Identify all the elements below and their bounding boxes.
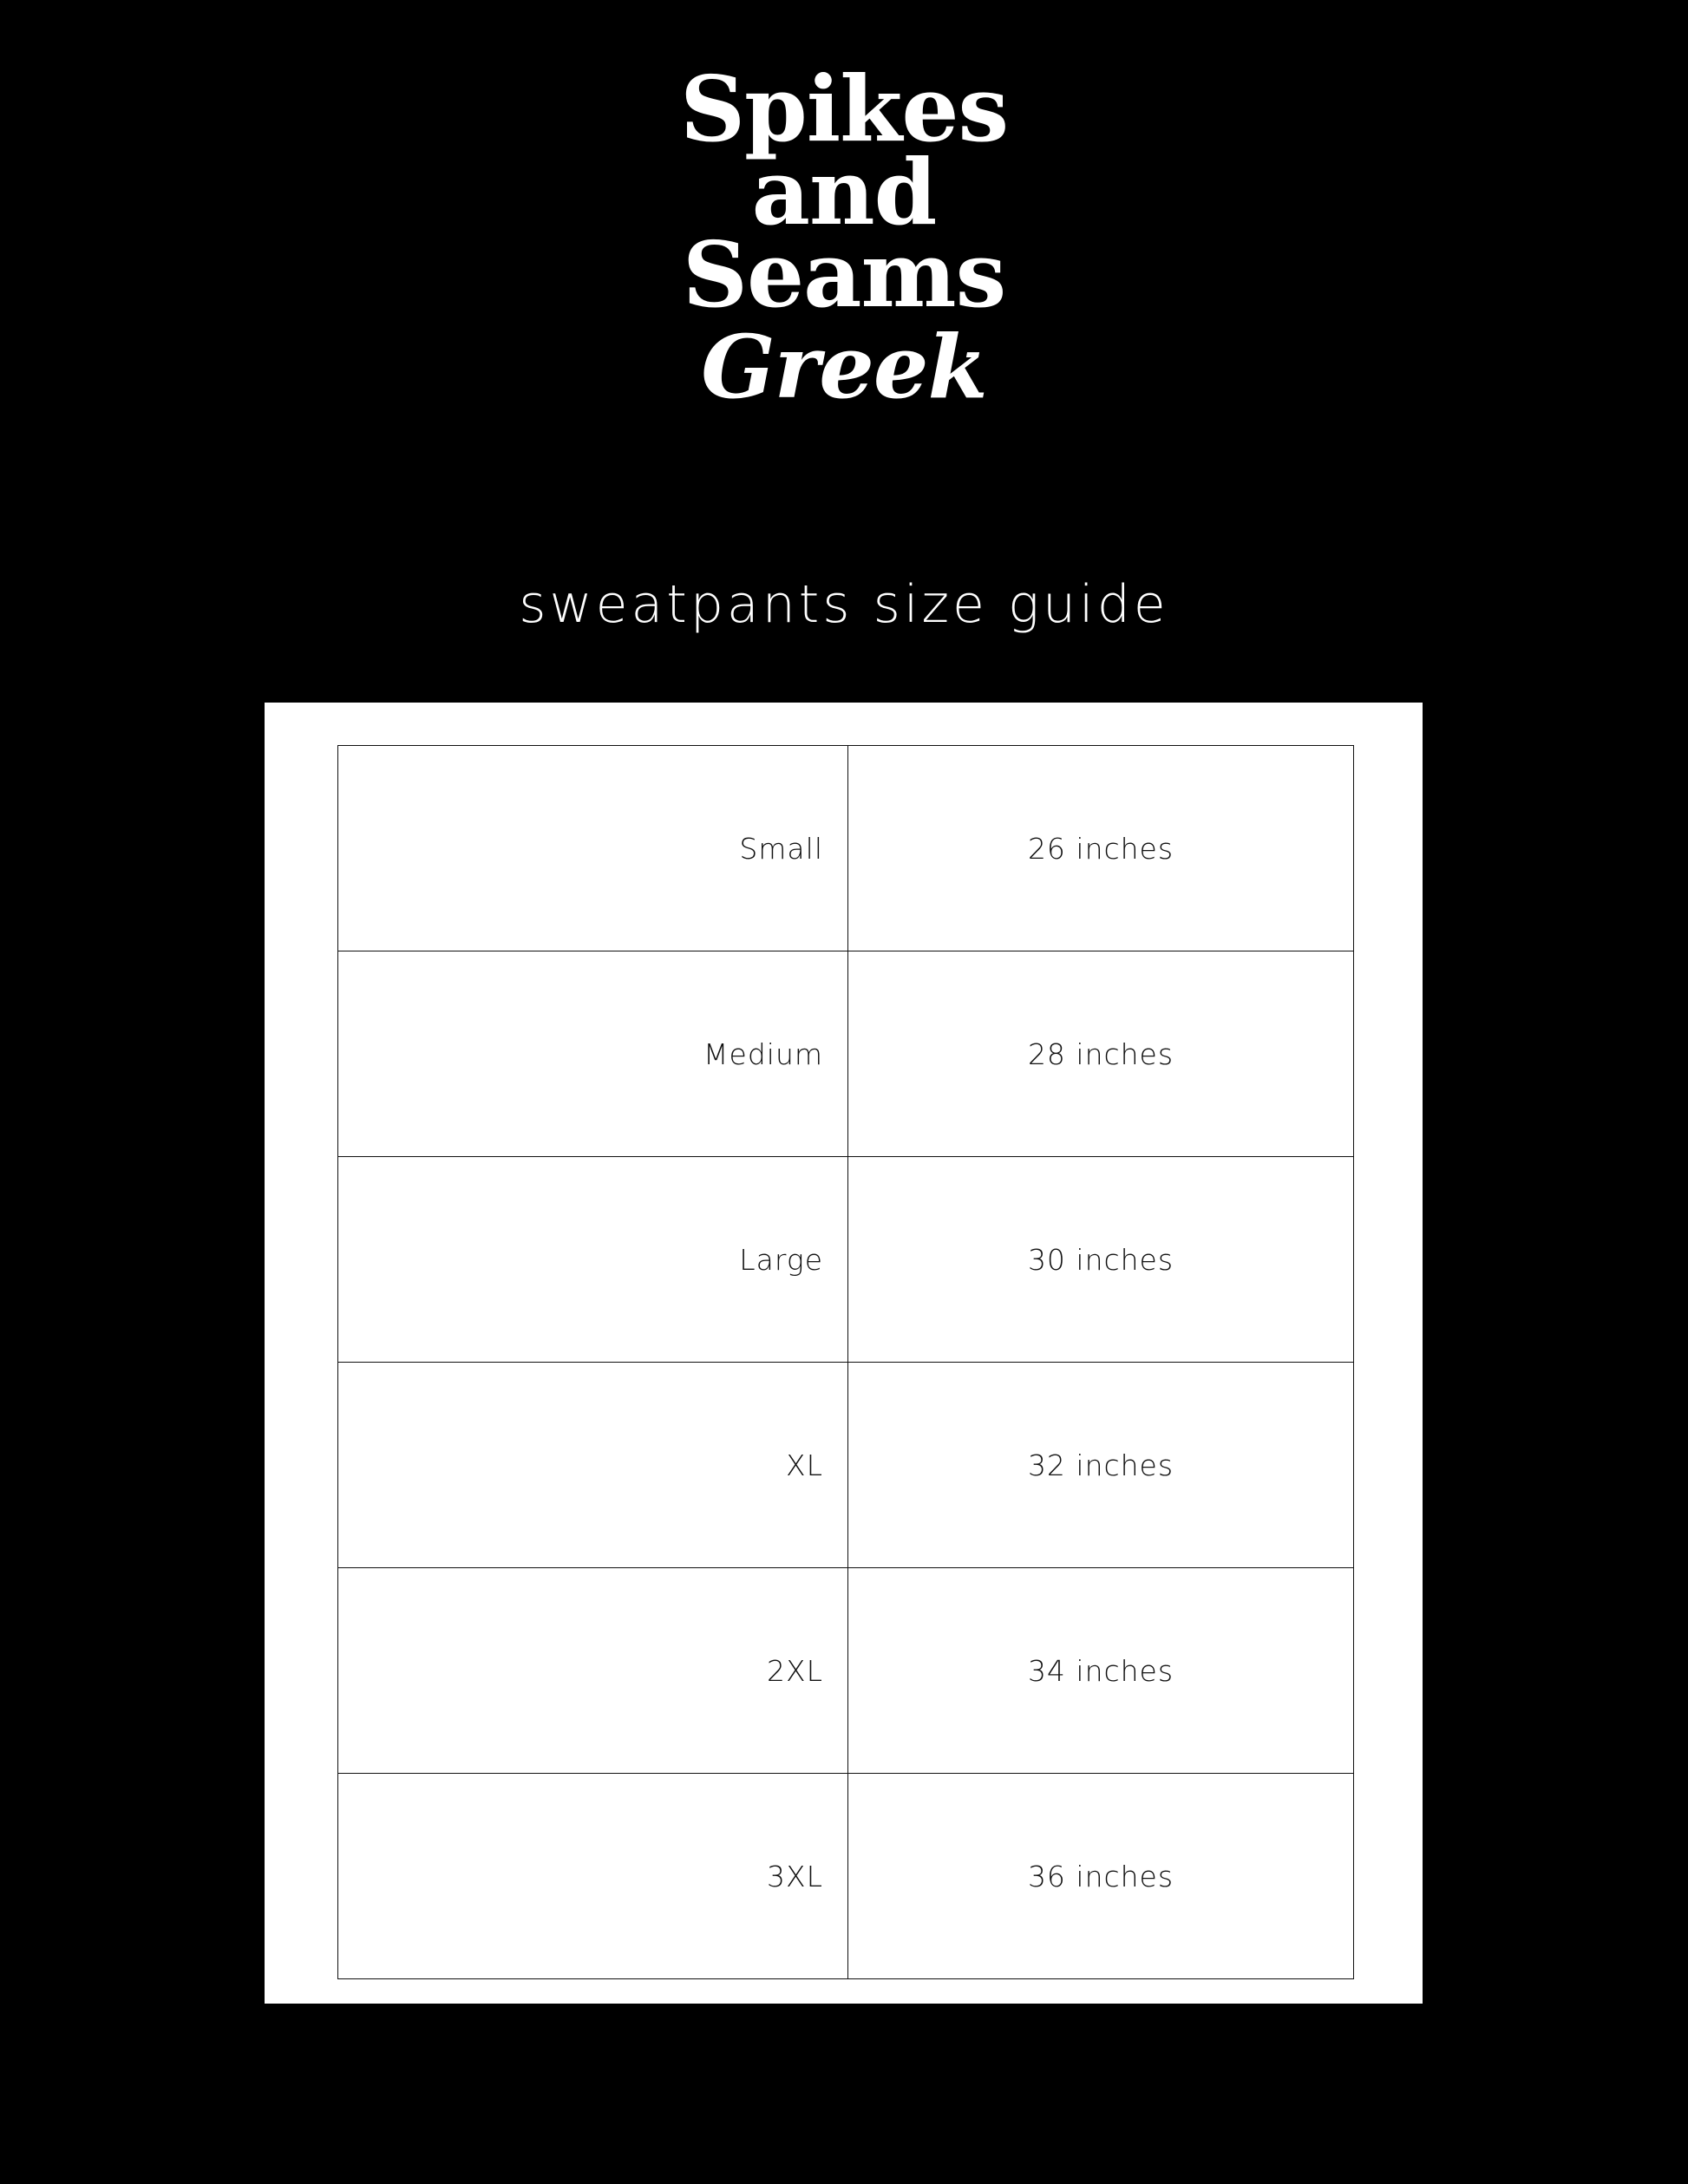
table-row: [338, 1363, 1354, 1568]
table-row: [338, 746, 1354, 951]
size-measurement: 26 inches: [848, 746, 1354, 951]
size-label: 2XL: [338, 1568, 848, 1774]
table-row: [338, 1157, 1354, 1363]
brand-line-4: Greek: [701, 316, 987, 419]
size-chart-card: [265, 703, 1423, 2004]
brand-line-2: and: [751, 138, 937, 245]
size-measurement: 28 inches: [848, 951, 1354, 1157]
size-measurement: 36 inches: [848, 1774, 1354, 1979]
size-table: [337, 745, 1354, 1979]
brand-line-1: Spikes: [679, 56, 1009, 162]
table-row: [338, 1568, 1354, 1774]
size-measurement: 30 inches: [848, 1157, 1354, 1363]
table-row: [338, 951, 1354, 1157]
brand-line-3: Seams: [682, 221, 1006, 329]
size-label: Large: [338, 1157, 848, 1363]
page-title: sweatpants size guide: [519, 574, 1169, 635]
size-table-body: [338, 746, 1354, 1979]
size-measurement: 34 inches: [848, 1568, 1354, 1774]
size-label: 3XL: [338, 1774, 848, 1979]
size-table-wrapper: [337, 745, 1351, 1963]
size-label: Small: [338, 746, 848, 951]
brand-logo: [0, 56, 1688, 419]
size-measurement: 32 inches: [848, 1363, 1354, 1568]
table-row: [338, 1774, 1354, 1979]
size-label: XL: [338, 1363, 848, 1568]
size-label: Medium: [338, 951, 848, 1157]
